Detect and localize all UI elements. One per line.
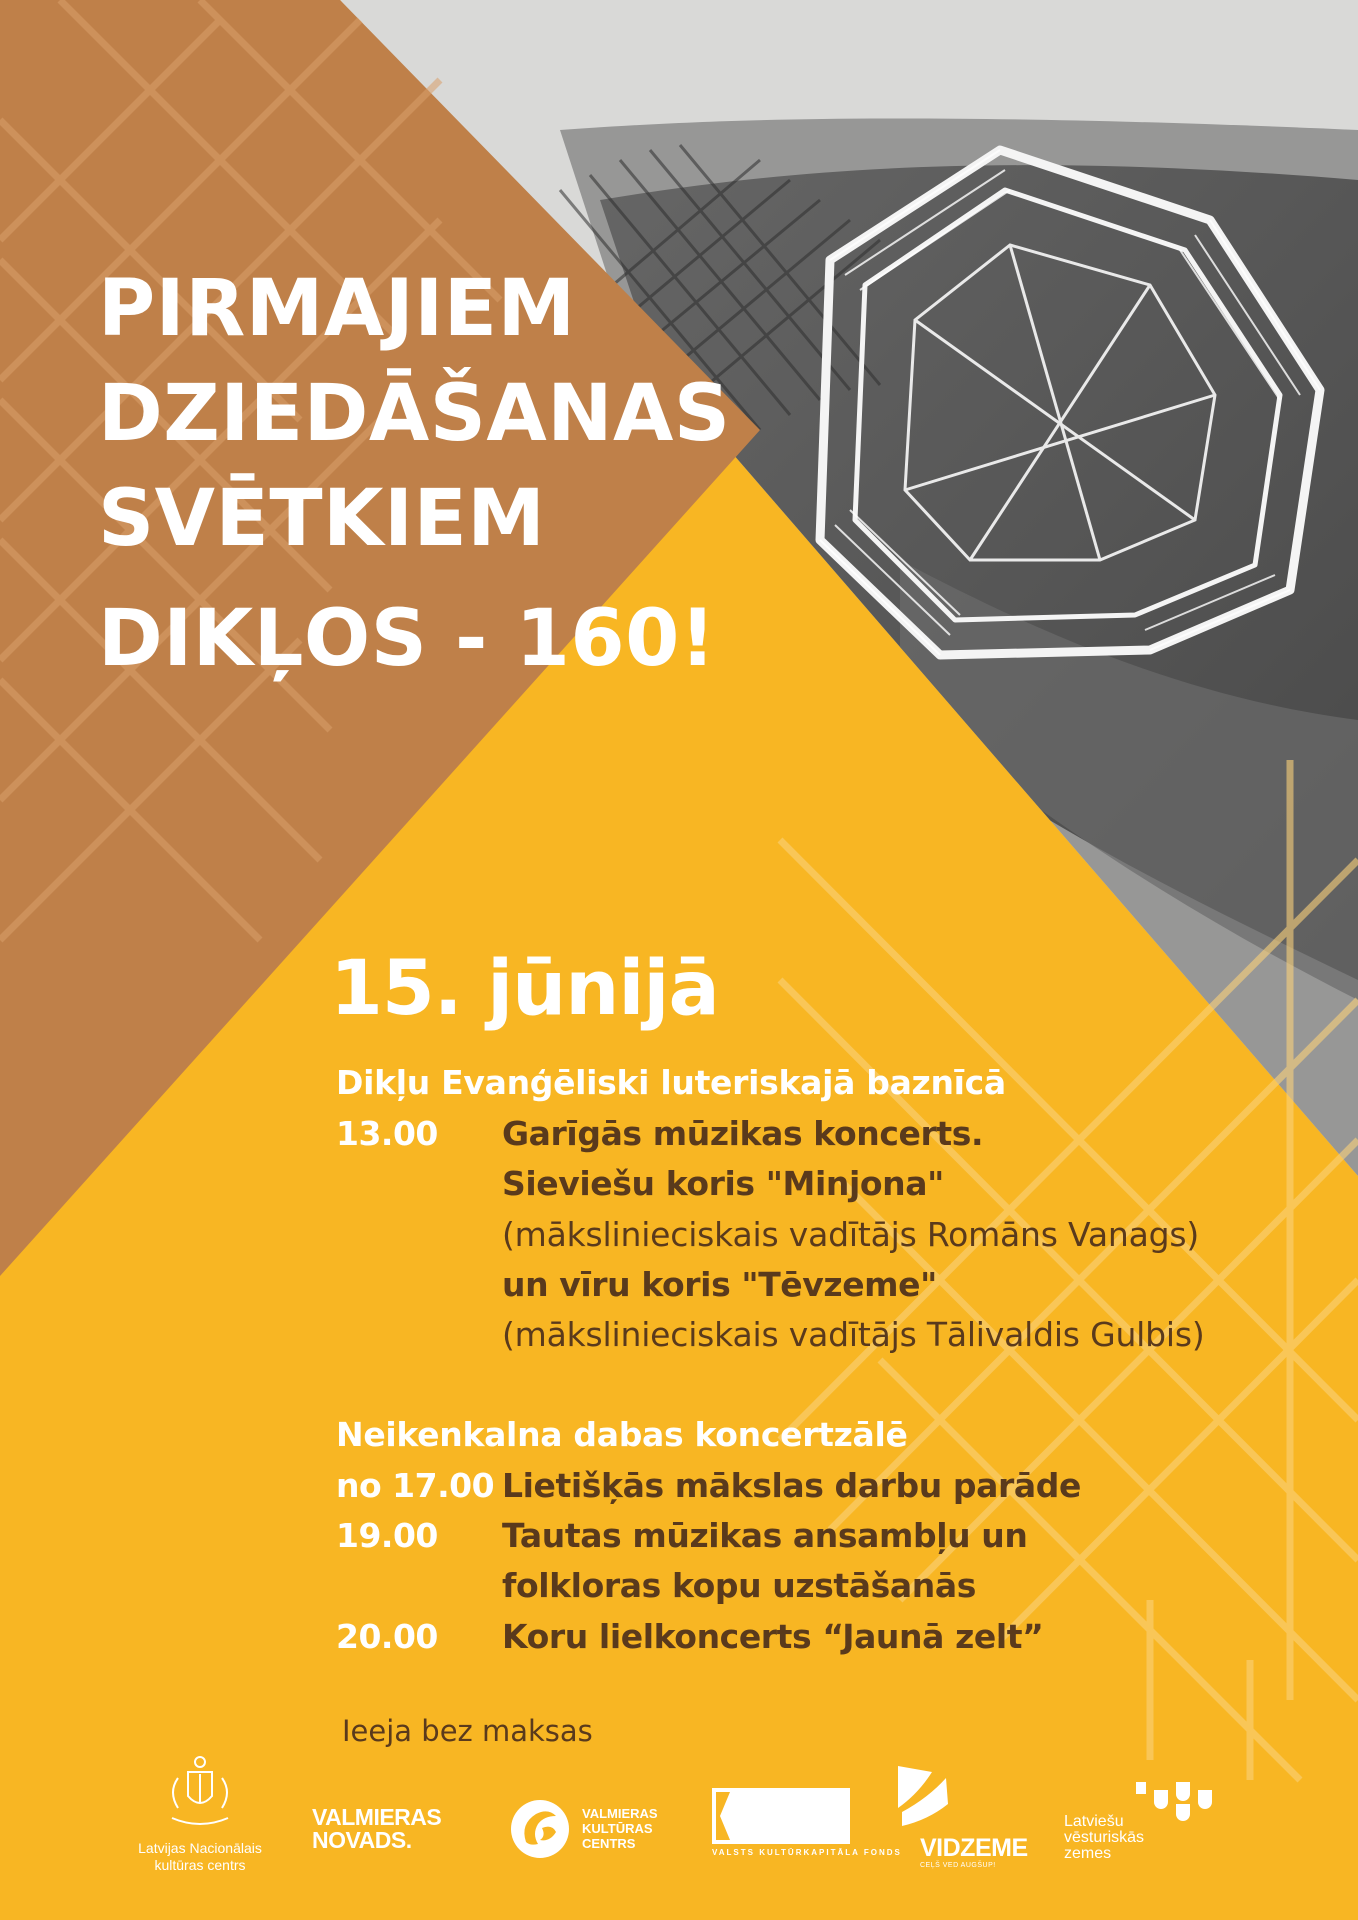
event-director-gulbis: (mākslinieciskais vadītājs Tālivaldis Gulbis)	[502, 1315, 1205, 1354]
logo-valmieras-novads-line-2: NOVADS.	[312, 1827, 412, 1853]
poster-title-line-2: DZIEDĀŠANAS	[98, 369, 731, 459]
logo-valmieras-novads	[312, 1806, 441, 1852]
time-1900: 19.00	[336, 1516, 438, 1555]
event-date: 15. jūnijā	[330, 943, 719, 1032]
event-choir-minjona: Sieviešu koris "Minjona"	[502, 1164, 944, 1203]
coat-of-arms-icon	[158, 1752, 242, 1834]
event-sacred-music: Garīgās mūzikas koncerts.	[502, 1114, 984, 1153]
logo-vkc-line-2: KULTŪRAS	[582, 1821, 653, 1836]
logo-lvz-line-3: zemes	[1064, 1845, 1112, 1862]
poster-title-line-3: SVĒTKIEM	[98, 474, 546, 564]
time-1700: no 17.00	[336, 1466, 495, 1505]
logo-lnkc-line-2: kultūras centrs	[154, 1857, 246, 1873]
time-2000: 20.00	[336, 1617, 438, 1656]
lvz-blocks-icon	[1132, 1780, 1228, 1824]
logo-vkc-line-3: CENTRS	[582, 1836, 636, 1851]
event-grand-concert: Koru lielkoncerts “Jaunā zelt”	[502, 1617, 1044, 1656]
logo-vkc-line-1: VALMIERAS	[582, 1806, 658, 1821]
logo-vkc	[582, 1806, 658, 1851]
logo-valmieras-novads-line-1: VALMIERAS	[312, 1804, 442, 1830]
logo-vkkf: VALSTS KULTŪRKAPITĀLA FONDS	[712, 1848, 902, 1857]
entry-note: Ieeja bez maksas	[342, 1714, 593, 1748]
logo-lnkc	[136, 1840, 264, 1874]
venue-church: Dikļu Evanģēliski luteriskajā baznīcā	[336, 1063, 1006, 1102]
time-1300: 13.00	[336, 1114, 438, 1153]
event-director-vanags: (mākslinieciskais vadītājs Romāns Vanags)	[502, 1215, 1200, 1254]
poster-title-line-4: DIKĻOS - 160!	[98, 594, 716, 684]
vkkf-mark-icon	[712, 1788, 850, 1846]
vkc-swirl-icon	[508, 1798, 574, 1860]
event-folk-ensembles-2: folkloras kopu uzstāšanās	[502, 1566, 976, 1605]
event-applied-art: Lietišķās mākslas darbu parāde	[502, 1466, 1081, 1505]
logo-lnkc-line-1: Latvijas Nacionālais	[138, 1840, 262, 1856]
logo-vidzeme: VIDZEME	[920, 1834, 1028, 1862]
logo-vidzeme-tagline: CEĻŠ VED AUGŠUP!	[920, 1862, 996, 1869]
event-choir-tevzeme: un vīru koris "Tēvzeme"	[502, 1265, 937, 1304]
event-folk-ensembles-1: Tautas mūzikas ansambļu un	[502, 1516, 1028, 1555]
logo-lvz	[1064, 1814, 1144, 1862]
logo-lvz-line-2: vēsturiskās	[1064, 1829, 1145, 1846]
poster-title-line-1: PIRMAJIEM	[98, 264, 576, 354]
venue-neikenkalns: Neikenkalna dabas koncertzālē	[336, 1415, 908, 1454]
vidzeme-wings-icon	[888, 1764, 952, 1834]
logo-lvz-line-1: Latviešu	[1064, 1813, 1124, 1830]
